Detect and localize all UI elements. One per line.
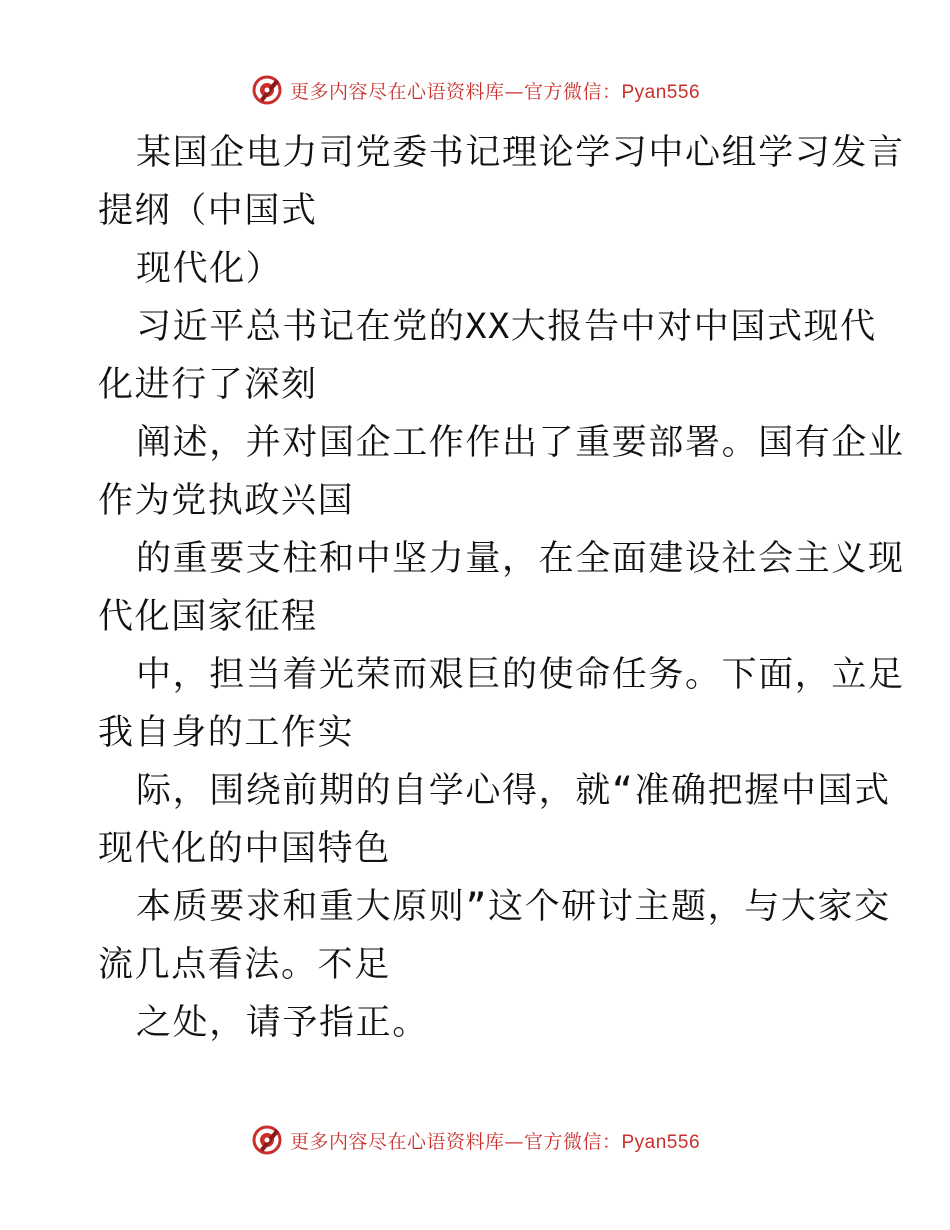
text-line: 习近平总书记在党的XX大报告中对中国式现代: [136, 307, 877, 347]
text-line: 的重要支柱和中坚力量，在全面建设社会主义现: [136, 539, 905, 579]
header-banner: [0, 70, 950, 110]
text-line: 现代化）: [136, 249, 283, 289]
document-body: [98, 124, 905, 1052]
footer-banner: [0, 1120, 950, 1160]
footer-wechat-id: Pyan556: [621, 1131, 701, 1153]
header-banner-text: 更多内容尽在心语资料库—官方微信：Pyan556: [289, 80, 701, 103]
text-line: 阐述，并对国企工作作出了重要部署。国有企业: [136, 423, 905, 463]
text-line: 际，围绕前期的自学心得，就“准确把握中国式: [136, 771, 891, 811]
text-line: 作为党执政兴国: [98, 481, 355, 521]
text-line: 某国企电力司党委书记理论学习中心组学习发言: [136, 133, 905, 173]
text-line: 流几点看法。不足: [98, 945, 391, 985]
text-line: 代化国家征程: [98, 597, 318, 637]
text-line: 中，担当着光荣而艰巨的使命任务。下面，立足: [136, 655, 905, 695]
red-circle-pen-logo-icon: [250, 73, 284, 107]
text-line: 本质要求和重大原则”这个研讨主题，与大家交: [136, 887, 891, 927]
text-line: 提纲（中国式: [98, 191, 318, 231]
header-wechat-id: Pyan556: [621, 81, 701, 103]
red-circle-pen-logo-icon: [250, 1123, 284, 1157]
footer-banner-text: 更多内容尽在心语资料库—官方微信：Pyan556: [289, 1130, 701, 1153]
text-line: 现代化的中国特色: [98, 829, 391, 869]
text-line: 我自身的工作实: [98, 713, 355, 753]
text-line: 化进行了深刻: [98, 365, 318, 405]
text-line: 之处，请予指正。: [136, 1003, 429, 1043]
